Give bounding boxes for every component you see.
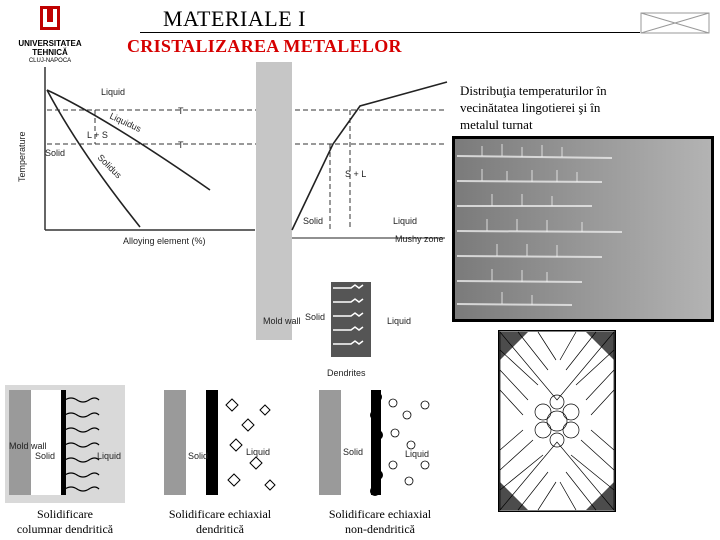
- caption-line-1: Distribuţia temperaturilor în: [460, 83, 607, 98]
- panel1-mold-label: Mold wall: [9, 441, 47, 451]
- caption-line-3: metalul turnat: [460, 117, 533, 132]
- page-subtitle: CRISTALIZAREA METALELOR: [127, 36, 402, 56]
- temperature-caption: [460, 82, 710, 133]
- t-lower-label: T: [178, 140, 184, 150]
- detail-liquid-label: Liquid: [387, 316, 412, 326]
- panel2-liquid-label: Liquid: [246, 447, 271, 457]
- panel-equiaxed-nondendritic-figure: [315, 385, 440, 503]
- caption-line-2: vecinătatea lingotierei şi în: [460, 100, 601, 115]
- mold-wall-label: Mold wall: [263, 316, 301, 326]
- profile-solid-label: Solid: [303, 216, 324, 226]
- logo-emblem-icon: [8, 4, 92, 34]
- panel3-caption: [305, 507, 455, 537]
- ingot-grain-structure: [498, 330, 616, 512]
- panel2-caption: [150, 507, 290, 537]
- logo-line-2: TEHNICĂ: [32, 48, 68, 57]
- dendrites-label: Dendrites: [327, 368, 366, 378]
- mushy-zone-label: Mushy zone: [395, 234, 444, 244]
- page-title: MATERIALE I: [163, 6, 306, 31]
- region-ls-label: L + S: [87, 130, 108, 140]
- detail-solid-label: Solid: [305, 312, 326, 322]
- title-divider: [140, 32, 640, 33]
- panel2-caption-line-2: dendritică: [196, 522, 244, 536]
- panel1-caption: [0, 507, 130, 537]
- profile-liquid-label: Liquid: [393, 216, 418, 226]
- panel3-liquid-label: Liquid: [405, 449, 430, 459]
- panel1-solid-label: Solid: [35, 451, 56, 461]
- profile-sl-label: S + L: [345, 169, 367, 179]
- solidus-label: Solidus: [95, 152, 124, 181]
- panel3-caption-line-1: Solidificare echiaxial: [328, 507, 432, 521]
- dendrite-micrograph: [452, 136, 714, 322]
- logo-line-3: CLUJ-NAPOCA: [28, 58, 72, 64]
- panel2-caption-line-1: Solidificare echiaxial: [168, 507, 272, 521]
- region-liquid-label: Liquid: [101, 87, 126, 97]
- panel3-solid-label: Solid: [343, 447, 364, 457]
- university-logo: [8, 4, 92, 64]
- phase-diagram-figure: [15, 62, 450, 382]
- panel-columnar-figure: [5, 385, 125, 503]
- close-box-icon: [640, 12, 710, 34]
- panel2-solid-label: Solid: [188, 451, 209, 461]
- panel1-caption-line-2: columnar dendritică: [16, 522, 114, 536]
- panel-equiaxed-dendritic-figure: [160, 385, 280, 503]
- liquidus-label: Liquidus: [108, 110, 143, 134]
- region-solid-label: Solid: [45, 148, 66, 158]
- panel1-caption-line-1: Solidificare: [37, 507, 93, 521]
- t-upper-label: T: [178, 106, 184, 116]
- panel1-liquid-label: Liquid: [97, 451, 122, 461]
- panel3-caption-line-2: non-dendritică: [345, 522, 415, 536]
- logo-line-1: UNIVERSITATEA: [18, 39, 82, 48]
- y-axis-label: Temperature: [17, 131, 27, 182]
- x-axis-label: Alloying element (%): [123, 236, 206, 246]
